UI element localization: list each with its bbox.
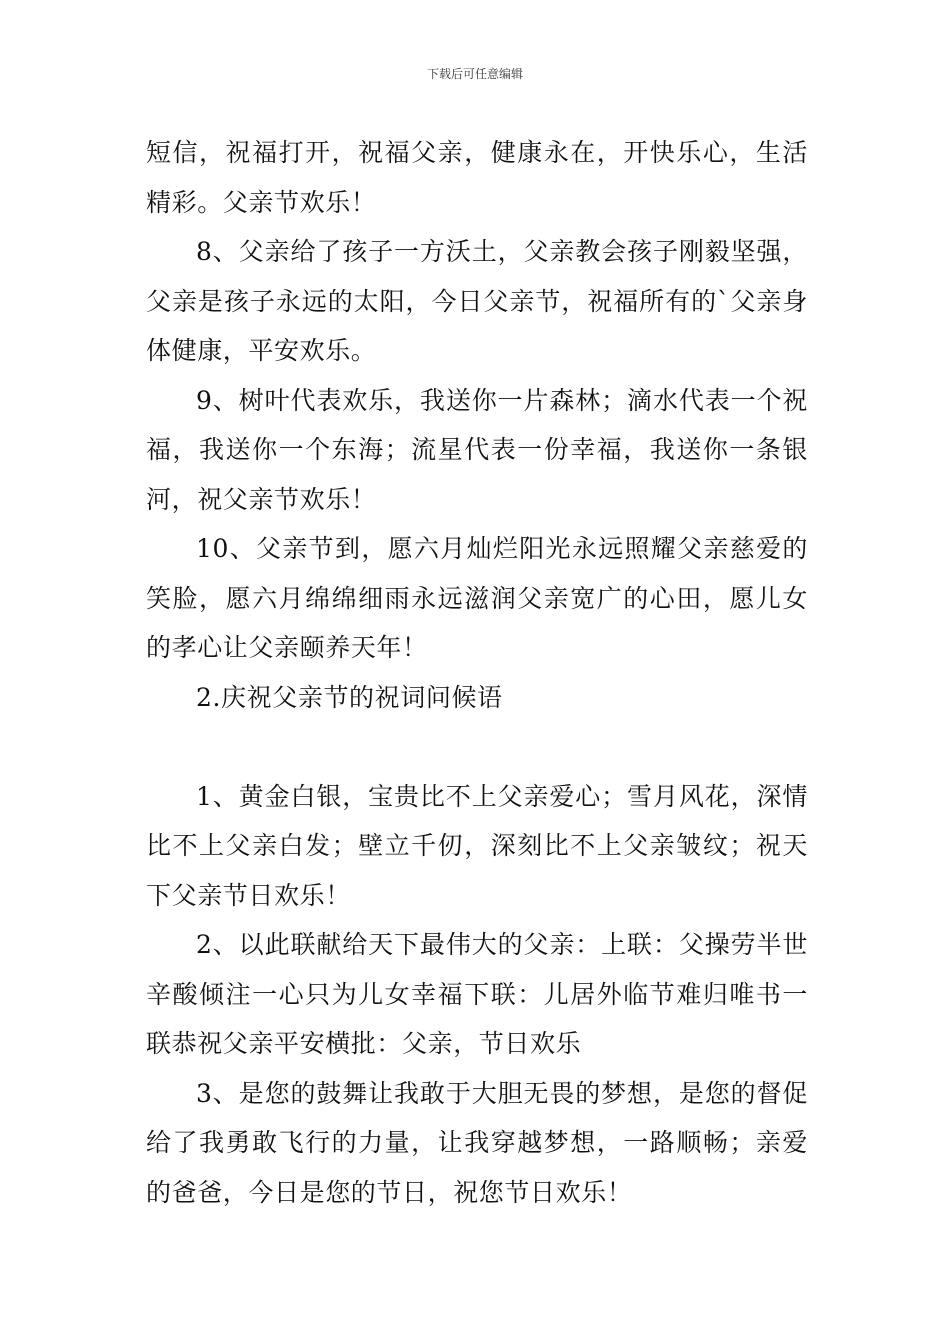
paragraph-item-8: 8、父亲给了孩子一方沃土，父亲教会孩子刚毅坚强，父亲是孩子永远的太阳，今日父亲节，祝福所有的`父亲身体健康，平安欢乐。 [146, 237, 808, 365]
section-heading: 2.庆祝父亲节的祝词问候语 [196, 682, 503, 712]
section-paragraph-1: 1、黄金白银，宝贵比不上父亲爱心；雪月风花，深情比不上父亲白发；壁立千仞，深刻比不上父亲皱纹；祝天下父亲节日欢乐！ [146, 781, 808, 910]
section-paragraph-3: 3、是您的鼓舞让我敢于大胆无畏的梦想，是您的督促给了我勇敢飞行的力量，让我穿越梦想，一路顺畅；亲爱的爸爸，今日是您的节日，祝您节日欢乐！ [146, 1078, 808, 1207]
paragraph-continuation: 短信，祝福打开，祝福父亲，健康永在，开快乐心，生活精彩。父亲节欢乐！ [146, 138, 808, 217]
paragraph-item-9: 9、树叶代表欢乐，我送你一片森林；滴水代表一个祝福，我送你一个东海；流星代表一份幸福，我送你一条银河，祝父亲节欢乐！ [146, 385, 808, 514]
page-header: 下载后可任意编辑 [426, 67, 523, 81]
section-paragraph-2: 2、以此联献给天下最伟大的父亲：上联：父操劳半世辛酸倾注一心只为儿女幸福下联：儿居外临节难归唯书一联恭祝父亲平安横批：父亲，节日欢乐 [146, 930, 808, 1058]
paragraph-item-10: 10、父亲节到，愿六月灿烂阳光永远照耀父亲慈爱的笑脸，愿六月绵绵细雨永远滋润父亲宽广的心田，愿儿女的孝心让父亲颐养天年！ [146, 534, 808, 662]
document-body [146, 128, 808, 1217]
